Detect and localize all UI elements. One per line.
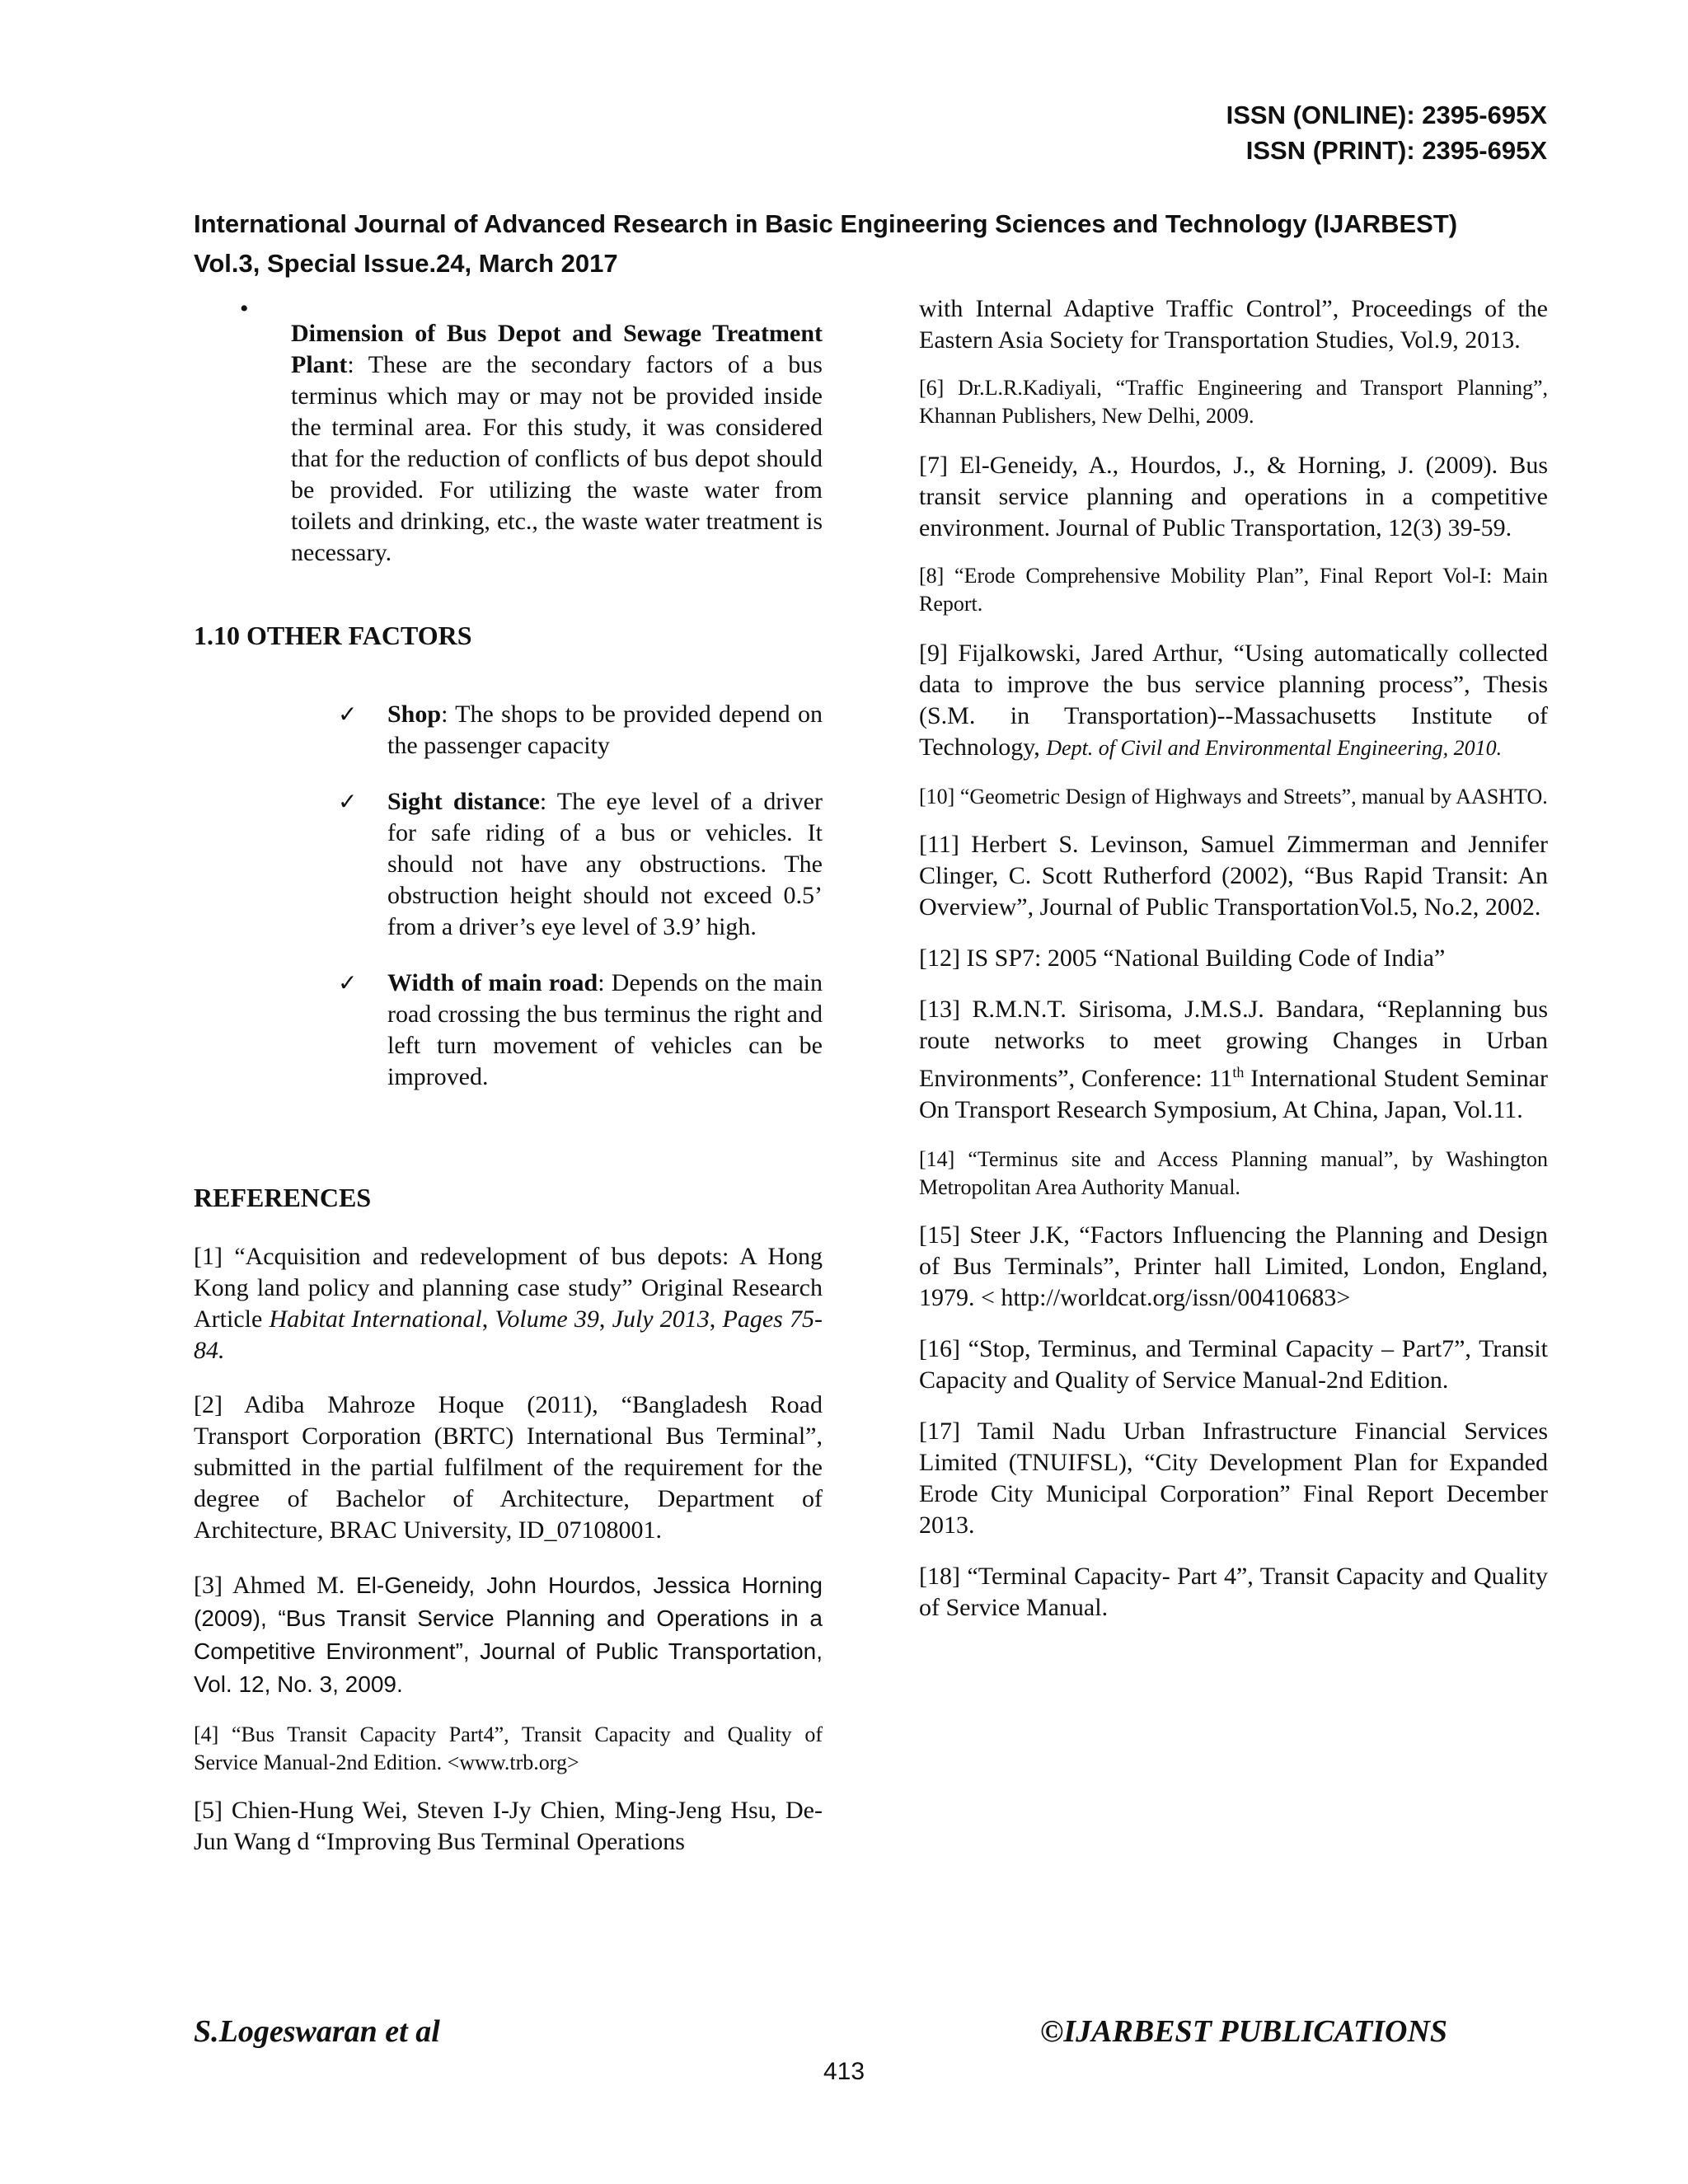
reference-4: [4] “Bus Transit Capacity Part4”, Transit Capacity and Quality of Service Manual-2nd Edition. <www.trb.org> xyxy=(194,1722,823,1774)
check-text xyxy=(387,786,823,943)
ref-text: , xyxy=(598,1305,612,1333)
ref-text: [9] Fijalkowski, Jared Arthur, “Using automatically collected data to improve the bus service planning process”, Thesis (S.M. in Transportation)--Massachusetts Institute of Technology, xyxy=(919,640,1548,761)
check-item-main-road xyxy=(338,968,823,1093)
ref-italic: Dept. of Civil and Environmental Engineering, 2010. xyxy=(1046,736,1503,760)
reference-15: [15] Steer J.K, “Factors Influencing the Planning and Design of Bus Terminals”, Printer hall Limited, London, England, 1979. < http://worldcat.org/issn/00410683> xyxy=(919,1221,1548,1311)
ref-italic: Pages 75-84. xyxy=(194,1305,823,1364)
check-title: Width of main road xyxy=(387,969,598,996)
reference-7: [7] El-Geneidy, A., Hourdos, J., & Horning, J. (2009). Bus transit service planning and operations in a competitive environment. Journal of Public Transportation, 12(3) 39-59. xyxy=(919,452,1548,541)
check-text xyxy=(387,968,823,1093)
check-item-shop xyxy=(338,699,823,762)
checkmark-icon: ✓ xyxy=(338,701,358,728)
journal-title xyxy=(194,204,1457,284)
ref-italic: July 2013 xyxy=(612,1305,710,1333)
bullet-title: Dimension of Bus Depot and Sewage Treatment Plant xyxy=(291,320,823,378)
ref-superscript: th xyxy=(1232,1064,1245,1080)
reference-2: [2] Adiba Mahroze Hoque (2011), “Bangladesh Road Transport Corporation (BRTC) International Bus Terminal”, submitted in the partial fulfilment of the requirement for the degree of Bachelor of Architecture, Department of Architecture, BRAC University, ID_07108001. xyxy=(194,1391,823,1544)
reference-11: [11] Herbert S. Levinson, Samuel Zimmerman and Jennifer Clinger, C. Scott Rutherford (2002), “Bus Rapid Transit: An Overview”, Journal of Public TransportationVol.5, No.2, 2002. xyxy=(919,831,1548,921)
references-heading: REFERENCES xyxy=(194,1183,372,1212)
journal-name: International Journal of Advanced Research in Basic Engineering Sciences and Technology (IJARBEST) xyxy=(194,209,1458,238)
bullet-body: : These are the secondary factors of a bus terminus which may or may not be provided inside the terminal area. For this study, it was considered that for the reduction of conflicts of bus depot should be provided. For utilizing the waste water from toilets and drinking, etc., the waste water treatment is necessary. xyxy=(291,351,823,566)
checkmark-icon: ✓ xyxy=(338,788,358,815)
ref-text-sans: El-Geneidy, John Hourdos, Jessica Horning (2009), “Bus Transit Service Planning and Operations in a Competitive Environment”, Journal of Public Transportation, Vol. 12, No. 3, 2009. xyxy=(194,1572,823,1697)
reference-13 xyxy=(919,994,1548,1126)
checkmark-icon: ✓ xyxy=(338,969,358,996)
reference-14: [14] “Terminus site and Access Planning manual”, by Washington Metropolitan Area Authority Manual. xyxy=(919,1147,1548,1199)
ref-text: [3] Ahmed M. xyxy=(194,1572,356,1599)
reference-5-continued: with Internal Adaptive Traffic Control”, Proceedings of the Eastern Asia Society for Transportation Studies, Vol.9, 2013. xyxy=(919,295,1548,354)
ref-text: [13] R.M.N.T. Sirisoma, J.M.S.J. Bandara, “Replanning bus route networks to meet growing Changes in Urban Environments”, Conference: 11 xyxy=(919,996,1548,1092)
check-body: : The eye level of a driver for safe riding of a bus or vehicles. It should not have any obstructions. The obstruction height should not exceed 0.5’ from a driver’s eye level of 3.9’ high. xyxy=(387,788,823,940)
check-title: Sight distance xyxy=(387,788,540,815)
right-column xyxy=(919,293,1548,1624)
check-body: : Depends on the main road crossing the bus terminus the right and left turn movement of vehicles can be improved. xyxy=(387,969,823,1090)
check-body: : The shops to be provided depend on the passenger capacity xyxy=(387,701,823,759)
reference-12: [12] IS SP7: 2005 “National Building Code of India” xyxy=(919,944,1446,972)
footer-publisher: ©IJARBEST PUBLICATIONS xyxy=(1040,2014,1448,2049)
reference-5: [5] Chien-Hung Wei, Steven I-Jy Chien, Ming-Jeng Hsu, De-Jun Wang d “Improving Bus Terminal Operations xyxy=(194,1797,823,1855)
ref-text: , xyxy=(481,1305,495,1333)
ref-text: , xyxy=(709,1305,723,1333)
issn-print: ISSN (PRINT): 2395-695X xyxy=(1245,136,1547,165)
bullet-icon: • xyxy=(240,295,249,322)
footer-author: S.Logeswaran et al xyxy=(194,2014,440,2049)
bullet-item-bus-depot xyxy=(240,293,823,593)
issn-online: ISSN (ONLINE): 2395-695X xyxy=(1226,101,1547,129)
ref-text: [1] “Acquisition and redevelopment of bus depots: A Hong Kong land policy and planning case study” Original Research Article xyxy=(194,1243,823,1333)
bullet-text xyxy=(291,318,823,569)
reference-16: [16] “Stop, Terminus, and Terminal Capacity – Part7”, Transit Capacity and Quality of Service Manual-2nd Edition. xyxy=(919,1335,1548,1394)
reference-18: [18] “Terminal Capacity- Part 4”, Transit Capacity and Quality of Service Manual. xyxy=(919,1563,1548,1621)
check-text xyxy=(387,699,823,762)
page-number: 413 xyxy=(823,2058,865,2085)
reference-17: [17] Tamil Nadu Urban Infrastructure Financial Services Limited (TNUIFSL), “City Development Plan for Expanded Erode City Municipal Corporation” Final Report December 2013. xyxy=(919,1418,1548,1539)
ref-italic: Habitat International xyxy=(269,1305,482,1333)
issn-block xyxy=(1226,97,1547,168)
reference-3 xyxy=(194,1569,823,1701)
ref-text: International Student Seminar On Transport Research Symposium, At China, Japan, Vol.11. xyxy=(919,1065,1548,1123)
reference-10: [10] “Geometric Design of Highways and Streets”, manual by AASHTO. xyxy=(919,785,1548,808)
left-column xyxy=(194,293,823,1858)
reference-9 xyxy=(919,638,1548,763)
ref-italic: Volume 39 xyxy=(495,1305,599,1333)
reference-8: [8] “Erode Comprehensive Mobility Plan”, Final Report Vol-I: Main Report. xyxy=(919,564,1548,616)
section-heading: 1.10 OTHER FACTORS xyxy=(194,621,472,650)
check-item-sight-distance xyxy=(338,786,823,943)
check-title: Shop xyxy=(387,701,442,728)
journal-issue: Vol.3, Special Issue.24, March 2017 xyxy=(194,249,618,278)
reference-1 xyxy=(194,1241,823,1366)
reference-6: [6] Dr.L.R.Kadiyali, “Traffic Engineering and Transport Planning”, Khannan Publishers, New Delhi, 2009. xyxy=(919,376,1548,428)
